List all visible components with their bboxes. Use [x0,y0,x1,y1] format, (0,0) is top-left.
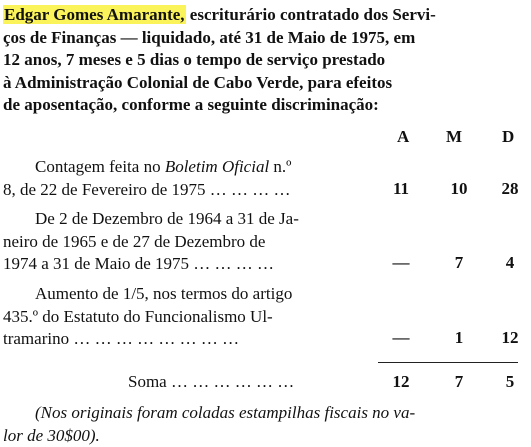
total-years: 12 [381,372,421,392]
intro-line-5: de aposentação, conforme a seguinte discriminação: [3,94,518,117]
entry-2-days: 4 [490,253,530,273]
entry-boletim-line-2: 8, de 22 de Fevereiro de 1975 … … … … [3,179,358,202]
total-days: 5 [490,372,530,392]
entry-period [3,208,358,276]
intro-line-1 [3,4,518,27]
footnote [3,402,518,447]
entry-period-line-2: neiro de 1965 e de 27 de Dezembro de [3,231,358,254]
entry-boletim [3,156,358,201]
intro-line-1-text: escriturário contratado dos Servi- [190,5,436,24]
intro-paragraph [3,4,518,117]
total-months: 7 [439,372,479,392]
boletim-oficial-title: Boletim Oficial [165,157,269,176]
total-divider [378,362,518,363]
entry-boletim-line-1 [3,156,358,179]
footnote-line-2: lor de 30$00). [3,425,518,447]
entry-1-days: 28 [490,179,530,199]
footnote-line-1: (Nos originais foram coladas estampilhas fiscais no va- [3,402,518,425]
intro-line-4: à Administração Colonial de Cabo Verde, para efeitos [3,72,518,95]
entry-aumento [3,283,358,351]
entry-boletim-number-label: n.º [273,157,291,176]
entry-period-line-1: De 2 de Dezembro de 1964 a 31 de Ja- [3,208,358,231]
entry-3-years: — [381,328,421,348]
entry-aumento-line-3: tramarino … … … … … … … … [3,328,358,351]
column-header-m: M [446,127,462,147]
total-label: Soma … … … … … … [128,372,294,392]
entry-period-line-3: 1974 a 31 de Maio de 1975 … … … … [3,253,358,276]
entry-boletim-text: Contagem feita no [35,157,161,176]
entry-1-years: 11 [381,179,421,199]
entry-3-days: 12 [490,328,530,348]
intro-line-2: ços de Finanças — liquidado, até 31 de Maio de 1975, em [3,27,518,50]
entry-3-months: 1 [439,328,479,348]
employee-name-highlight: Edgar Gomes Amarante, [3,5,186,24]
entry-2-years: — [381,253,421,273]
column-header-a: A [397,127,409,147]
entry-2-months: 7 [439,253,479,273]
entry-aumento-line-1: Aumento de 1/5, nos termos do artigo [3,283,358,306]
entry-aumento-line-2: 435.º do Estatuto do Funcionalismo Ul- [3,306,358,329]
column-header-d: D [502,127,514,147]
intro-line-3: 12 anos, 7 meses e 5 dias o tempo de serviço prestado [3,49,518,72]
entry-1-months: 10 [439,179,479,199]
